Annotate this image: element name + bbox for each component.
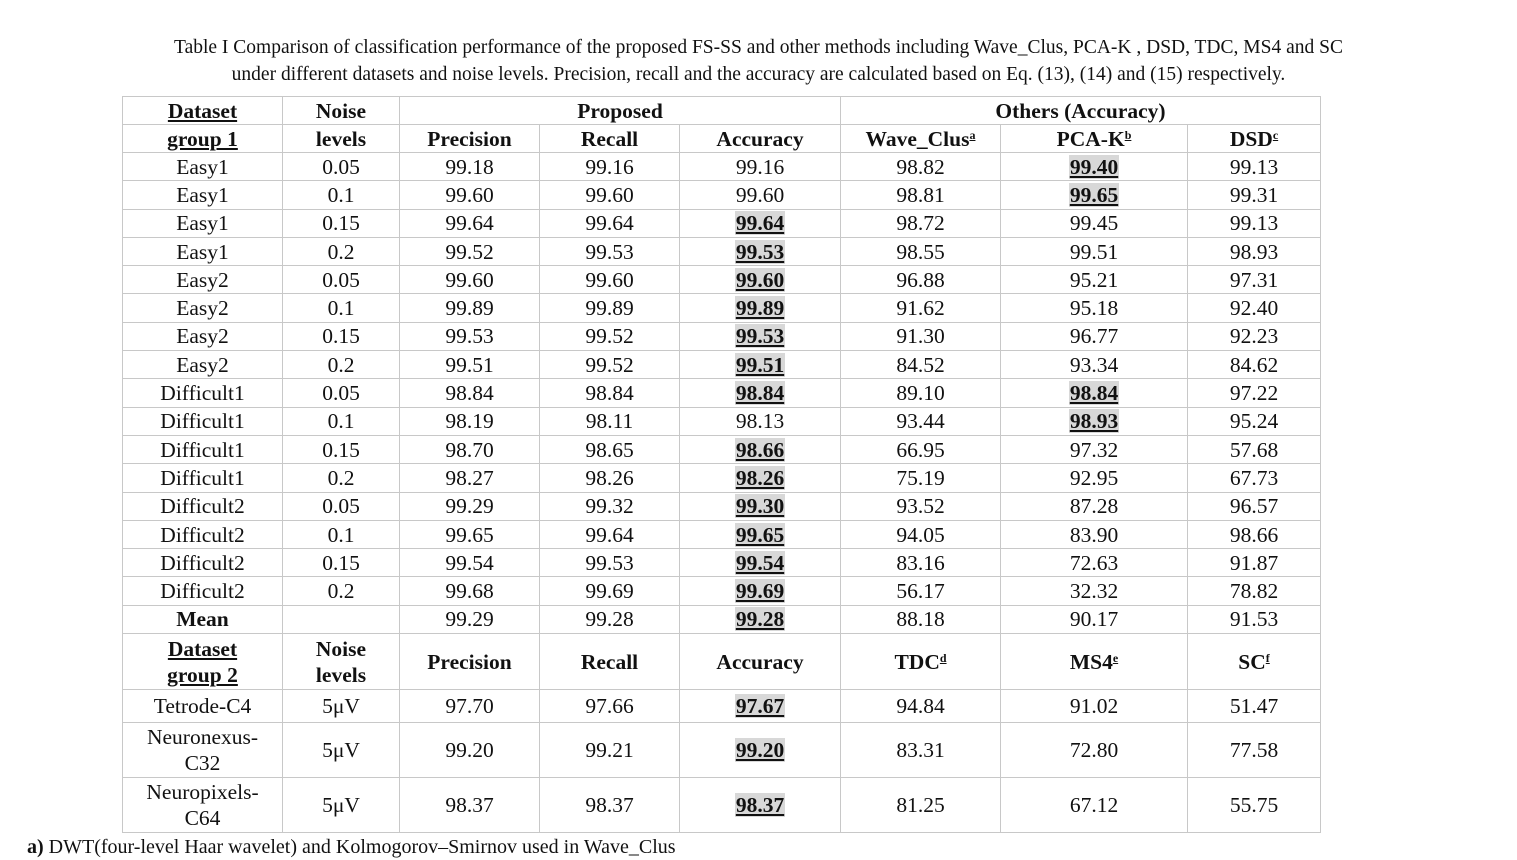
header-noise-levels-line2: levels — [283, 125, 400, 153]
cell-noise: 0.2 — [283, 464, 400, 492]
header-row-1 — [123, 97, 1321, 125]
cell-noise: 0.1 — [283, 181, 400, 209]
cell-recall: 98.37 — [540, 778, 680, 833]
header-recall: Recall — [540, 125, 680, 153]
cell-dsd: 84.62 — [1188, 351, 1321, 379]
cell-recall: 99.69 — [540, 577, 680, 605]
table-row — [123, 322, 1321, 350]
cell-precision: 97.70 — [400, 690, 540, 723]
table-row — [123, 464, 1321, 492]
cell-recall: 99.89 — [540, 294, 680, 322]
cell-precision: 99.18 — [400, 153, 540, 181]
cell-ms4: 72.80 — [1001, 723, 1188, 778]
table-row — [123, 435, 1321, 463]
header-row-2 — [123, 125, 1321, 153]
cell-pca-k: 98.84 — [1001, 379, 1188, 407]
header-accuracy: Accuracy — [680, 125, 841, 153]
header-proposed: Proposed — [400, 97, 841, 125]
cell-dataset: Easy1 — [123, 209, 283, 237]
comparison-table — [122, 96, 1321, 833]
cell-pca-k: 96.77 — [1001, 322, 1188, 350]
cell-noise: 0.15 — [283, 209, 400, 237]
cell-dsd: 99.13 — [1188, 209, 1321, 237]
cell-dataset: Neuronexus- C32 — [123, 723, 283, 778]
cell-dsd: 67.73 — [1188, 464, 1321, 492]
cell-precision: 99.20 — [400, 723, 540, 778]
cell-precision: 98.84 — [400, 379, 540, 407]
cell-noise: 0.2 — [283, 351, 400, 379]
cell-noise: 5μV — [283, 778, 400, 833]
cell-noise: 0.1 — [283, 520, 400, 548]
cell-dsd: 96.57 — [1188, 492, 1321, 520]
cell-noise: 0.2 — [283, 237, 400, 265]
cell-dataset: Difficult1 — [123, 464, 283, 492]
cell-recall: 98.11 — [540, 407, 680, 435]
table-row — [123, 549, 1321, 577]
cell-accuracy: 99.53 — [680, 322, 841, 350]
cell-precision: 99.54 — [400, 549, 540, 577]
cell-dataset: Difficult2 — [123, 492, 283, 520]
cell-pca-k: 87.28 — [1001, 492, 1188, 520]
cell-accuracy: 97.67 — [680, 690, 841, 723]
cell-dsd: 98.93 — [1188, 237, 1321, 265]
cell-recall: 99.53 — [540, 549, 680, 577]
cell-tdc: 94.84 — [841, 690, 1001, 723]
table-row — [123, 690, 1321, 723]
cell-sc: 51.47 — [1188, 690, 1321, 723]
table-caption — [30, 34, 1487, 88]
cell-recall: 99.53 — [540, 237, 680, 265]
cell-precision: 98.70 — [400, 435, 540, 463]
header-accuracy-group2: Accuracy — [680, 634, 841, 690]
cell-dataset: Easy1 — [123, 153, 283, 181]
header-dataset-group2: Dataset group 2 — [123, 634, 283, 690]
cell-dsd: 91.53 — [1188, 605, 1321, 633]
cell-recall: 98.65 — [540, 435, 680, 463]
mean-row — [123, 605, 1321, 633]
cell-recall: 99.52 — [540, 322, 680, 350]
cell-pca-k: 99.40 — [1001, 153, 1188, 181]
cell-noise: 0.1 — [283, 407, 400, 435]
table-row — [123, 778, 1321, 833]
cell-dsd: 78.82 — [1188, 577, 1321, 605]
cell-dsd: 99.31 — [1188, 181, 1321, 209]
cell-accuracy: 99.53 — [680, 237, 841, 265]
table-row — [123, 209, 1321, 237]
header-dataset-group1-line2: group 1 — [123, 125, 283, 153]
table-row — [123, 520, 1321, 548]
cell-pca-k: 97.32 — [1001, 435, 1188, 463]
cell-dsd: 95.24 — [1188, 407, 1321, 435]
header-noise-levels-group2: Noise levels — [283, 634, 400, 690]
caption-line-2: under different datasets and noise levels. Precision, recall and the accuracy are calculated based on Eq. (13), (14) and (15) respectively. — [231, 64, 1286, 85]
cell-wave-clus: 94.05 — [841, 520, 1001, 548]
cell-pca-k: 32.32 — [1001, 577, 1188, 605]
cell-pca-k: 98.93 — [1001, 407, 1188, 435]
cell-wave-clus: 56.17 — [841, 577, 1001, 605]
header-precision: Precision — [400, 125, 540, 153]
cell-dsd: 98.66 — [1188, 520, 1321, 548]
cell-recall: 99.32 — [540, 492, 680, 520]
cell-accuracy: 99.28 — [680, 605, 841, 633]
table-row — [123, 379, 1321, 407]
header-dsd: DSD$^c$ — [1188, 125, 1321, 153]
cell-precision: 99.60 — [400, 266, 540, 294]
cell-accuracy: 98.84 — [680, 379, 841, 407]
cell-pca-k: 99.45 — [1001, 209, 1188, 237]
cell-accuracy: 98.13 — [680, 407, 841, 435]
cell-pca-k: 93.34 — [1001, 351, 1188, 379]
cell-wave-clus: 66.95 — [841, 435, 1001, 463]
cell-wave-clus: 98.81 — [841, 181, 1001, 209]
table-row — [123, 266, 1321, 294]
cell-wave-clus: 83.16 — [841, 549, 1001, 577]
cell-noise: 0.05 — [283, 153, 400, 181]
cell-wave-clus: 88.18 — [841, 605, 1001, 633]
cell-recall: 99.28 — [540, 605, 680, 633]
cell-sc: 77.58 — [1188, 723, 1321, 778]
cell-accuracy: 99.60 — [680, 181, 841, 209]
cell-recall: 98.84 — [540, 379, 680, 407]
cell-wave-clus: 84.52 — [841, 351, 1001, 379]
cell-dataset: Easy2 — [123, 294, 283, 322]
cell-accuracy: 99.69 — [680, 577, 841, 605]
cell-noise: 0.15 — [283, 435, 400, 463]
cell-precision: 98.19 — [400, 407, 540, 435]
cell-accuracy: 98.66 — [680, 435, 841, 463]
footnote: a) DWT(four-level Haar wavelet) and Kolmogorov–Smirnov used in Wave_Clus — [27, 836, 676, 858]
cell-dataset: Difficult2 — [123, 520, 283, 548]
cell-dataset: Easy2 — [123, 351, 283, 379]
cell-dataset: Difficult2 — [123, 577, 283, 605]
cell-noise: 0.05 — [283, 379, 400, 407]
cell-dataset: Difficult2 — [123, 549, 283, 577]
cell-noise-empty — [283, 605, 400, 633]
table-row — [123, 723, 1321, 778]
cell-noise: 0.1 — [283, 294, 400, 322]
cell-precision: 99.29 — [400, 605, 540, 633]
cell-sc: 55.75 — [1188, 778, 1321, 833]
cell-accuracy: 99.20 — [680, 723, 841, 778]
table-row — [123, 351, 1321, 379]
cell-pca-k: 95.21 — [1001, 266, 1188, 294]
table-row — [123, 577, 1321, 605]
caption-line-1: Table I Comparison of classification performance of the proposed FS-SS and other methods including Wave_Clus, PCA-K , DSD, TDC, MS4 and SC — [174, 37, 1343, 58]
cell-noise: 0.2 — [283, 577, 400, 605]
cell-dsd: 97.22 — [1188, 379, 1321, 407]
cell-dataset: Difficult1 — [123, 435, 283, 463]
cell-accuracy: 98.37 — [680, 778, 841, 833]
cell-mean-label: Mean — [123, 605, 283, 633]
cell-recall: 99.60 — [540, 266, 680, 294]
cell-accuracy: 99.30 — [680, 492, 841, 520]
cell-dataset: Difficult1 — [123, 379, 283, 407]
table-row — [123, 492, 1321, 520]
cell-precision: 99.29 — [400, 492, 540, 520]
cell-pca-k: 95.18 — [1001, 294, 1188, 322]
cell-pca-k: 72.63 — [1001, 549, 1188, 577]
cell-ms4: 67.12 — [1001, 778, 1188, 833]
cell-precision: 99.68 — [400, 577, 540, 605]
header-precision-group2: Precision — [400, 634, 540, 690]
cell-dataset: Easy2 — [123, 322, 283, 350]
cell-pca-k: 83.90 — [1001, 520, 1188, 548]
cell-accuracy: 99.54 — [680, 549, 841, 577]
cell-dsd: 91.87 — [1188, 549, 1321, 577]
cell-wave-clus: 96.88 — [841, 266, 1001, 294]
cell-noise: 0.15 — [283, 549, 400, 577]
table-row — [123, 237, 1321, 265]
cell-recall: 99.16 — [540, 153, 680, 181]
cell-dsd: 99.13 — [1188, 153, 1321, 181]
header-dataset-group1: Dataset — [123, 97, 283, 125]
cell-wave-clus: 91.62 — [841, 294, 1001, 322]
cell-dataset: Neuropixels- C64 — [123, 778, 283, 833]
cell-dataset: Easy1 — [123, 181, 283, 209]
cell-wave-clus: 93.44 — [841, 407, 1001, 435]
cell-accuracy: 99.16 — [680, 153, 841, 181]
cell-wave-clus: 93.52 — [841, 492, 1001, 520]
header-noise-levels: Noise — [283, 97, 400, 125]
cell-dsd: 92.23 — [1188, 322, 1321, 350]
cell-tdc: 83.31 — [841, 723, 1001, 778]
cell-noise: 5μV — [283, 723, 400, 778]
cell-precision: 99.60 — [400, 181, 540, 209]
header-wave-clus: Wave_Clus$^a$ — [841, 125, 1001, 153]
cell-wave-clus: 75.19 — [841, 464, 1001, 492]
cell-precision: 99.51 — [400, 351, 540, 379]
table-row — [123, 407, 1321, 435]
cell-precision: 99.53 — [400, 322, 540, 350]
cell-accuracy: 98.26 — [680, 464, 841, 492]
cell-dataset: Easy2 — [123, 266, 283, 294]
cell-recall: 99.64 — [540, 209, 680, 237]
cell-precision: 99.64 — [400, 209, 540, 237]
cell-ms4: 91.02 — [1001, 690, 1188, 723]
cell-wave-clus: 91.30 — [841, 322, 1001, 350]
cell-recall: 97.66 — [540, 690, 680, 723]
cell-wave-clus: 98.82 — [841, 153, 1001, 181]
cell-dataset: Easy1 — [123, 237, 283, 265]
cell-accuracy: 99.51 — [680, 351, 841, 379]
table-row — [123, 294, 1321, 322]
header-ms4: MS4e — [1001, 634, 1188, 690]
cell-noise: 0.05 — [283, 492, 400, 520]
cell-wave-clus: 98.55 — [841, 237, 1001, 265]
cell-recall: 99.21 — [540, 723, 680, 778]
cell-tdc: 81.25 — [841, 778, 1001, 833]
cell-dataset: Tetrode-C4 — [123, 690, 283, 723]
cell-recall: 98.26 — [540, 464, 680, 492]
header-tdc: TDC$^d$ — [841, 634, 1001, 690]
cell-dsd: 97.31 — [1188, 266, 1321, 294]
cell-wave-clus: 89.10 — [841, 379, 1001, 407]
header-sc: $SC^f$ — [1188, 634, 1321, 690]
cell-pca-k: 92.95 — [1001, 464, 1188, 492]
cell-dsd: 57.68 — [1188, 435, 1321, 463]
cell-precision: 98.27 — [400, 464, 540, 492]
cell-accuracy: 99.64 — [680, 209, 841, 237]
cell-noise: 5μV — [283, 690, 400, 723]
group2-header-row — [123, 634, 1321, 690]
header-recall-group2: Recall — [540, 634, 680, 690]
cell-dataset: Difficult1 — [123, 407, 283, 435]
header-pca-k: PCA-$K^b$ — [1001, 125, 1188, 153]
table-row — [123, 181, 1321, 209]
cell-accuracy: 99.60 — [680, 266, 841, 294]
cell-pca-k: 99.51 — [1001, 237, 1188, 265]
table-row — [123, 153, 1321, 181]
cell-recall: 99.60 — [540, 181, 680, 209]
cell-recall: 99.64 — [540, 520, 680, 548]
cell-noise: 0.05 — [283, 266, 400, 294]
cell-recall: 99.52 — [540, 351, 680, 379]
cell-dsd: 92.40 — [1188, 294, 1321, 322]
cell-precision: 99.52 — [400, 237, 540, 265]
cell-noise: 0.15 — [283, 322, 400, 350]
cell-precision: 98.37 — [400, 778, 540, 833]
cell-accuracy: 99.65 — [680, 520, 841, 548]
cell-pca-k: 90.17 — [1001, 605, 1188, 633]
header-others: Others (Accuracy) — [841, 97, 1321, 125]
cell-precision: 99.65 — [400, 520, 540, 548]
cell-pca-k: 99.65 — [1001, 181, 1188, 209]
cell-wave-clus: 98.72 — [841, 209, 1001, 237]
cell-accuracy: 99.89 — [680, 294, 841, 322]
cell-precision: 99.89 — [400, 294, 540, 322]
